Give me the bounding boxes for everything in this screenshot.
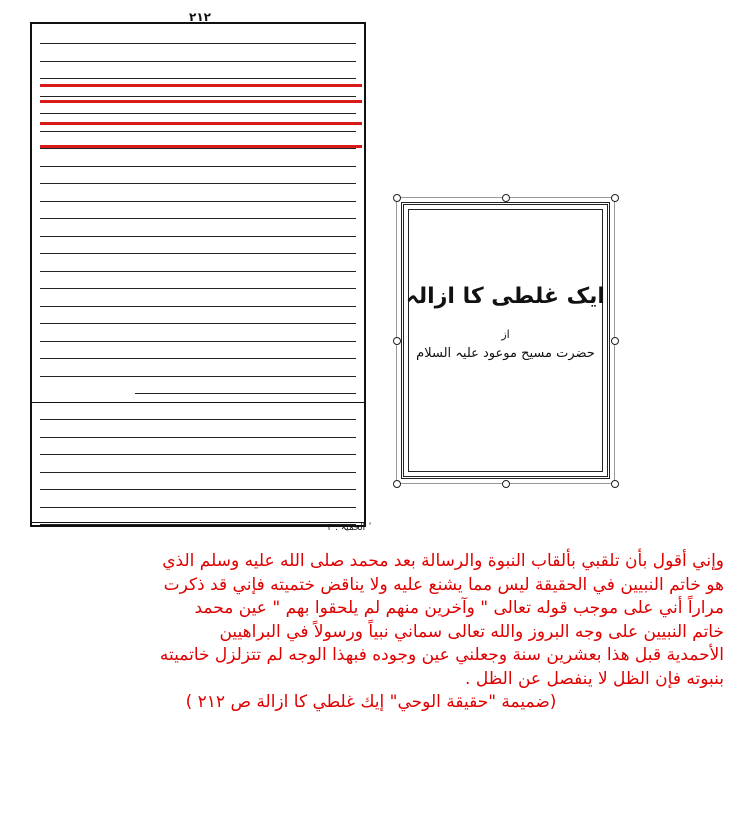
- resize-handle-bottom-right[interactable]: [611, 480, 619, 488]
- quote-line: الأحمدية قبل هذا بعشرين سنة وجعلني عين وجوده فبهذا الوجه لم تتزلزل خاتميته: [159, 645, 724, 665]
- quote-line: بنبوته فإن الظل لا ينفصل عن الظل .: [465, 668, 724, 689]
- quote-line: خاتم النبيين على وجه البروز والله تعالى سماني نبياً ورسولاً في البراهيين: [219, 621, 724, 642]
- red-underline: [40, 100, 362, 103]
- cover-author: حضرت مسیح موعود علیہ السلام: [416, 346, 595, 361]
- quote-line: وإني أقول بأن تلقبي بألقاب النبوة والرسالة بعد محمد صلى الله عليه وسلم الذي: [162, 551, 724, 571]
- quote-line: هو خاتم النبيين في الحقيقة ليس مما يشنع عليه ولا يناقض ختميته فإني قد ذكرت: [163, 574, 724, 595]
- cover-by-label: از: [501, 328, 510, 341]
- page-frame: [30, 22, 366, 527]
- red-underline: [40, 84, 362, 87]
- book-cover-image[interactable]: [396, 197, 615, 484]
- resize-handle-bottom-center[interactable]: [502, 480, 510, 488]
- resize-handle-top-left[interactable]: [393, 194, 401, 202]
- footnote-text-block: [40, 408, 356, 531]
- cover-title: ایک غلطی کا ازالہ: [406, 284, 605, 309]
- page-number: ۲۱۲: [189, 10, 211, 24]
- resize-handle-top-right[interactable]: [611, 194, 619, 202]
- footnote-divider: [32, 402, 364, 403]
- red-underline: [40, 145, 362, 148]
- quote-line: مراراً أني على موجب قوله تعالى " وآخرين منهم لم يلحقوا بهم " عين محمد: [194, 598, 724, 618]
- red-underline: [40, 122, 362, 125]
- resize-handle-middle-right[interactable]: [611, 337, 619, 345]
- arabic-quotation: [18, 550, 724, 715]
- urdu-text-block: [40, 32, 356, 400]
- page-footer-label: ٔ الحمیۃ : ۴: [327, 523, 368, 533]
- resize-handle-bottom-left[interactable]: [393, 480, 401, 488]
- resize-handle-top-center[interactable]: [502, 194, 510, 202]
- scanned-book-page: [24, 10, 376, 535]
- quote-citation: (ضميمة "حقيقة الوحي" إيك غلطي كا ازالة ص ٢١٢ ): [185, 692, 557, 712]
- resize-handle-middle-left[interactable]: [393, 337, 401, 345]
